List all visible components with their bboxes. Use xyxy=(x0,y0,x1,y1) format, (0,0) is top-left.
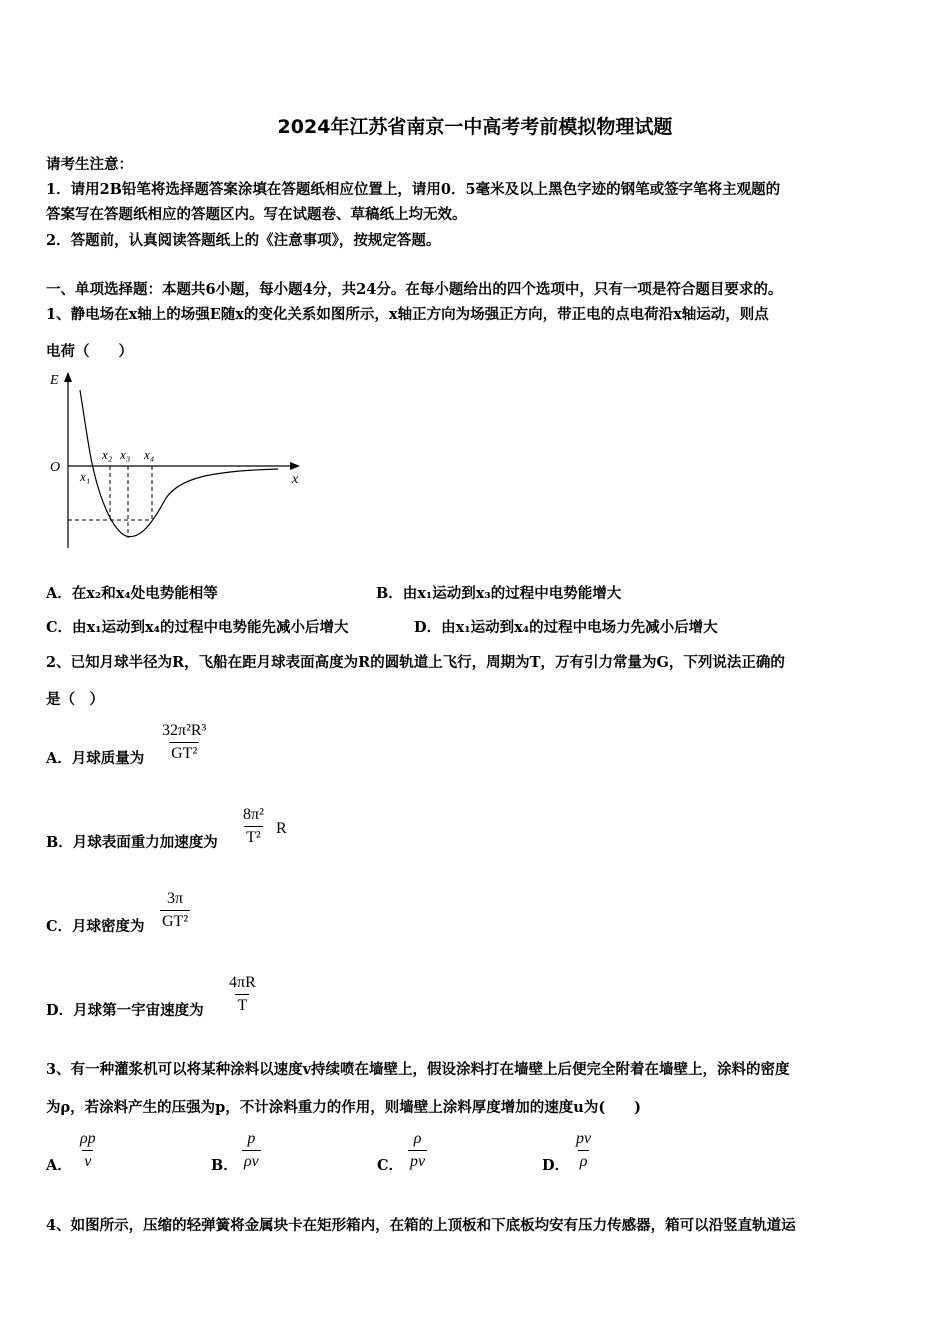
e-field-graph xyxy=(40,368,310,558)
numerator: 3π xyxy=(167,890,184,907)
section-heading: 一、单项选择题：本题共6小题，每小题4分，共24分。在每小题给出的四个选项中，只有一项是符合题目要求的。 xyxy=(46,281,783,298)
fraction xyxy=(160,890,190,931)
y-axis-arrow xyxy=(64,372,72,382)
question-stem: 为ρ，若涂料产生的压强为p，不计涂料重力的作用，则墙壁上涂料厚度增加的速度u为( ) xyxy=(46,1099,642,1116)
option-a-label: A． xyxy=(46,1157,72,1174)
numerator: 4πR xyxy=(229,974,256,991)
denominator: v xyxy=(82,1150,93,1171)
fraction xyxy=(160,722,208,763)
option-d: D．由x₁运动到x₄的过程中电场力先减小后增大 xyxy=(414,619,718,636)
option-a: A．月球质量为 xyxy=(46,750,145,767)
denominator: T² xyxy=(244,826,263,847)
suffix: R xyxy=(276,820,287,837)
fraction xyxy=(241,806,266,847)
label-x3: x₃ xyxy=(120,447,131,462)
denominator: GT² xyxy=(160,910,190,931)
option-d: D．月球第一宇宙速度为 xyxy=(46,1002,204,1019)
question-stem: 3、有一种灌浆机可以将某种涂料以速度v持续喷在墙壁上，假设涂料打在墙壁上后便完全附着在墙壁上，涂料的密度 xyxy=(46,1061,790,1078)
numerator: ρp xyxy=(80,1130,96,1147)
question-stem: 2、已知月球半径为R，飞船在距月球表面高度为R的圆轨道上飞行，周期为T，万有引力常量为G，下列说法正确的 xyxy=(46,654,785,671)
e-curve xyxy=(80,390,278,537)
label-x4: x₄ xyxy=(144,447,155,462)
label-o: O xyxy=(50,460,61,475)
option-c: C．月球密度为 xyxy=(46,918,145,935)
denominator: pv xyxy=(408,1150,427,1171)
label-x: x xyxy=(292,472,299,487)
fraction xyxy=(574,1130,593,1171)
fraction xyxy=(408,1130,427,1171)
option-a: A．在x₂和x₄处电势能相等 xyxy=(46,585,218,602)
question-stem: 4、如图所示，压缩的轻弹簧将金属块卡在矩形箱内，在箱的上顶板和下底板均安有压力传感器，箱可以沿竖直轨道运 xyxy=(46,1217,796,1234)
option-c-label: C． xyxy=(377,1157,404,1174)
numerator: p xyxy=(247,1130,256,1147)
numerator: 8π² xyxy=(243,806,264,823)
numerator: ρ xyxy=(413,1130,422,1147)
fraction xyxy=(78,1130,98,1171)
notice-line: 2．答题前，认真阅读答题纸上的《注意事项》，按规定答题。 xyxy=(46,232,441,249)
option-b: B．由x₁运动到x₃的过程中电势能增大 xyxy=(376,585,622,602)
notice-line: 答案写在答题纸相应的答题区内。写在试题卷、草稿纸上均无效。 xyxy=(46,206,467,223)
denominator: GT² xyxy=(169,742,199,763)
label-x1: x₁ xyxy=(80,469,91,484)
notice-line: 1．请用2B铅笔将选择题答案涂填在答题纸相应位置上，请用0．5毫米及以上黑色字迹的钢笔或签字笔将主观题的 xyxy=(46,181,781,198)
label-x2: x₂ xyxy=(102,447,113,462)
fraction xyxy=(242,1130,261,1171)
x-axis-arrow xyxy=(290,462,300,470)
fraction xyxy=(227,974,258,1015)
denominator: ρ xyxy=(578,1150,590,1171)
numerator: 32π²R³ xyxy=(162,722,207,739)
question-stem: 1、静电场在x轴上的场强E随x的变化关系如图所示，x轴正方向为场强正方向，带正电的点电荷沿x轴运动，则点 xyxy=(46,306,769,323)
denominator: ρv xyxy=(242,1150,261,1171)
option-b: B．月球表面重力加速度为 xyxy=(46,834,218,851)
option-d-label: D． xyxy=(542,1157,570,1174)
page-title: 2024年江苏省南京一中高考考前模拟物理试题 xyxy=(277,116,673,138)
option-c: C．由x₁运动到x₄的过程中电势能先减小后增大 xyxy=(46,619,349,636)
label-e: E xyxy=(50,373,59,388)
notice-heading: 请考生注意： xyxy=(46,156,133,173)
option-b-label: B． xyxy=(211,1157,238,1174)
question-stem: 是（ ） xyxy=(46,691,104,708)
denominator: T xyxy=(235,994,249,1015)
question-stem: 电荷（ ） xyxy=(46,343,133,360)
numerator: pv xyxy=(576,1130,592,1147)
